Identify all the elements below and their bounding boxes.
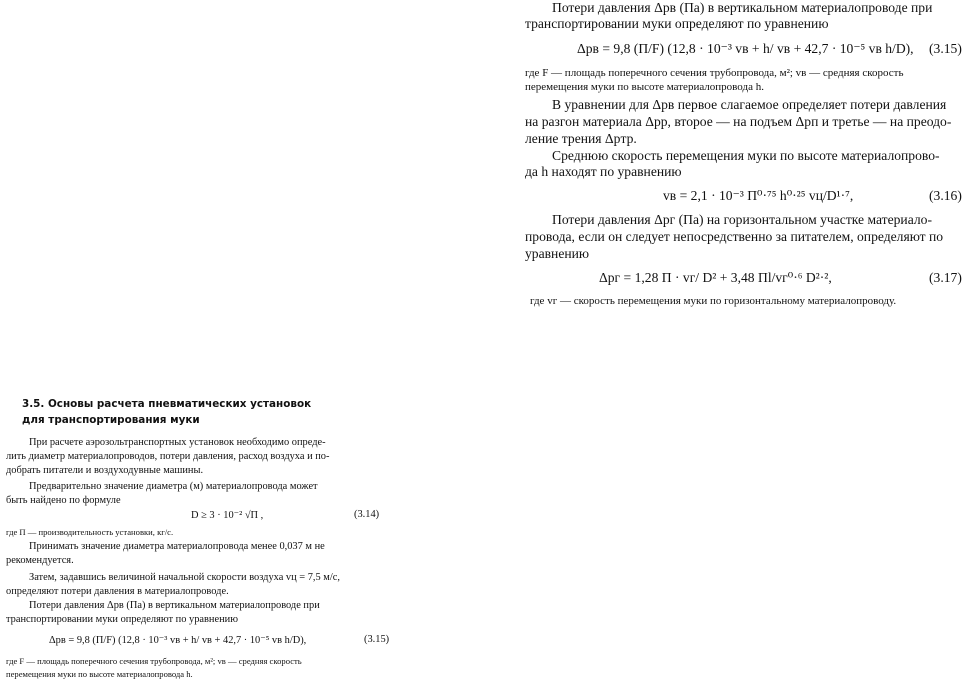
- equation-3-15: Δpв = 9,8 (П/F) (12,8 · 10⁻³ vв + h/ vв + 42,7 · 10⁻⁵ vв h/D),: [577, 41, 914, 56]
- paragraph-line: Потери давления Δpв (Па) в вертикальном материалопроводе при: [29, 600, 320, 611]
- footnote-line: перемещения муки по высоте материалопровода h.: [525, 81, 764, 93]
- paragraph-line: уравнению: [525, 246, 590, 261]
- equation-number: (3.15): [929, 41, 962, 56]
- paragraph-line: быть найдено по формуле: [6, 495, 121, 506]
- paragraph-line: на разгон материала Δpр, второе — на подъем Δpп и третье — на преодо-: [525, 114, 952, 129]
- equation-number: (3.17): [929, 270, 962, 285]
- paragraph-line: Предварительно значение диаметра (м) материалопровода может: [29, 481, 318, 492]
- footnote-line: где П — производительность установки, кг/с.: [6, 527, 174, 537]
- equation-3-15: Δpв = 9,8 (П/F) (12,8 · 10⁻³ vв + h/ vв + 42,7 · 10⁻⁵ vв h/D),: [49, 635, 307, 646]
- left-page-text: [6, 394, 398, 684]
- paragraph-line: Потери давления Δpв (Па) в вертикальном материалопроводе при: [552, 0, 933, 15]
- footnote-line: перемещения муки по высоте материалопровода h.: [6, 669, 193, 679]
- equation-3-17: Δpг = 1,28 П · vг/ D² + 3,48 Пl/vг⁰·⁶ D²·²,: [599, 270, 832, 285]
- paragraph-line: Затем, задавшись величиной начальной скорости воздуха vц = 7,5 м/с,: [29, 572, 340, 583]
- paragraph-line: рекомендуется.: [6, 555, 74, 566]
- paragraph-line: При расчете аэрозольтранспортных установок необходимо опреде-: [29, 437, 326, 448]
- paragraph-line: В уравнении для Δpв первое слагаемое определяет потери давления: [552, 97, 947, 112]
- right-page-text: [525, 0, 968, 307]
- paragraph-line: транспортировании муки определяют по уравнению: [6, 614, 238, 625]
- paragraph-line: Потери давления Δpг (Па) на горизонтальном участке материало-: [552, 212, 932, 227]
- equation-number: (3.14): [354, 509, 380, 520]
- footnote-line: где vг — скорость перемещения муки по горизонтальному материалопроводу.: [530, 295, 897, 307]
- paragraph-line: провода, если он следует непосредственно за питателем, определяют по: [525, 229, 944, 244]
- paragraph-line: лить диаметр материалопроводов, потери давления, расход воздуха и по-: [6, 451, 330, 462]
- paragraph-line: Среднюю скорость перемещения муки по высоте материалопрово-: [552, 148, 940, 163]
- equation-3-16: vв = 2,1 · 10⁻³ П⁰·⁷⁵ h⁰·²⁵ vц/D¹·⁷,: [663, 188, 854, 203]
- paragraph-line: Принимать значение диаметра материалопровода менее 0,037 м не: [29, 541, 325, 552]
- paragraph-line: определяют потери давления в материалопроводе.: [6, 586, 229, 597]
- paragraph-line: ление трения Δpтр.: [525, 131, 637, 146]
- section-heading: 3.5. Основы расчета пневматических установок: [22, 398, 312, 410]
- equation-number: (3.15): [364, 634, 390, 645]
- paragraph-line: транспортировании муки определяют по уравнению: [525, 16, 829, 31]
- equation-3-14: D ≥ 3 · 10⁻² √П ,: [191, 510, 264, 521]
- equation-number: (3.16): [929, 188, 962, 203]
- paragraph-line: добрать питатели и воздуходувные машины.: [6, 465, 204, 476]
- footnote-line: где F — площадь поперечного сечения трубопровода, м²; vв — средняя скорость: [525, 67, 904, 79]
- paragraph-line: да h находят по уравнению: [525, 164, 682, 179]
- footnote-line: где F — площадь поперечного сечения трубопровода, м²; vв — средняя скорость: [6, 656, 302, 666]
- section-heading: для транспортирования муки: [22, 414, 200, 426]
